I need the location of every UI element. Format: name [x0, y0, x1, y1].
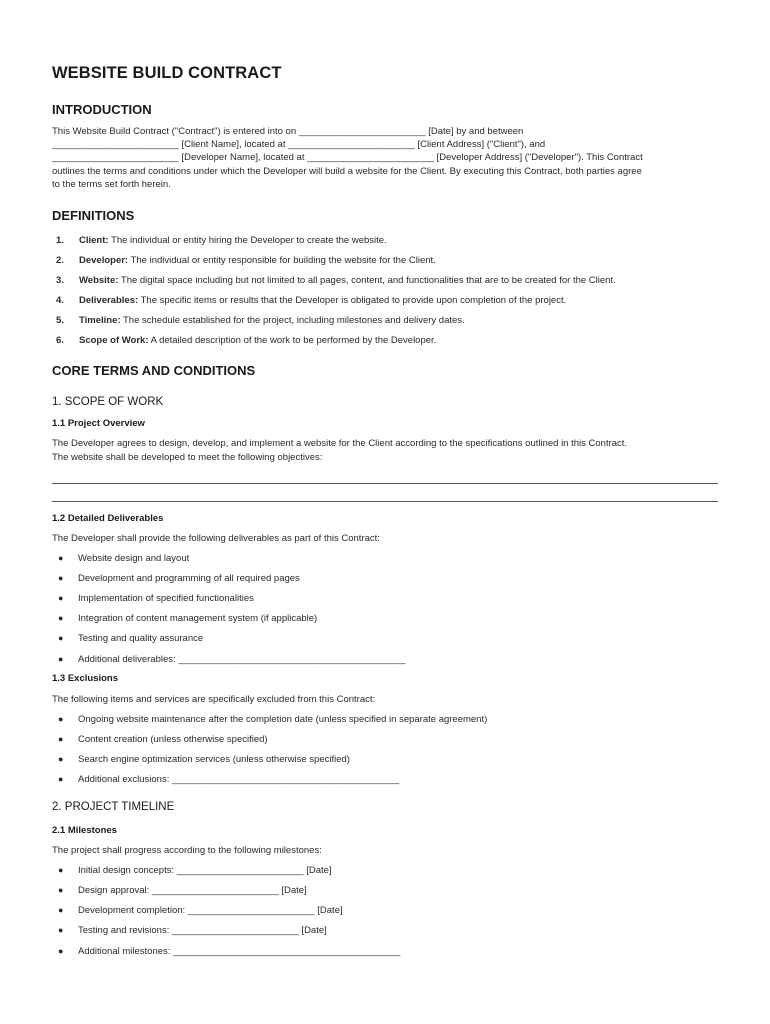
- definition-number: 1.: [56, 235, 64, 246]
- definition-number: 6.: [56, 335, 64, 346]
- bullet-icon: ●: [58, 633, 64, 643]
- exclusion-text: Ongoing website maintenance after the completion date (unless specified in separate agreement): [78, 714, 488, 725]
- definition-number: 3.: [56, 275, 64, 286]
- deliverable-item: [58, 553, 189, 564]
- overview-line-1: The Developer agrees to design, develop, and implement a website for the Client according to the specifications outlined in this Contract.: [52, 438, 628, 449]
- objectives-blank-line: [52, 501, 718, 502]
- exclusion-item: [58, 754, 350, 765]
- definition-number: 2.: [56, 255, 64, 266]
- definition-item-scope: [56, 335, 436, 346]
- project-overview-heading: 1.1 Project Overview: [52, 418, 145, 429]
- intro-line-3: ________________________ [Developer Name], located at ________________________ [Developer Address] ("Developer"). This Contract: [52, 152, 643, 163]
- exclusions-intro: The following items and services are specifically excluded from this Contract:: [52, 694, 376, 705]
- core-terms-heading: CORE TERMS AND CONDITIONS: [52, 363, 256, 378]
- milestone-text: Design approval: ________________________ [Date]: [78, 885, 307, 896]
- scope-of-work-heading: 1. SCOPE OF WORK: [52, 396, 164, 408]
- definition-number: 4.: [56, 295, 64, 306]
- deliverable-text: Website design and layout: [78, 553, 190, 564]
- intro-line-2: ________________________ [Client Name], located at ________________________ [Client Address] ("Client"), and: [52, 139, 546, 150]
- bullet-icon: ●: [58, 885, 64, 895]
- definition-text: The individual or entity responsible for building the website for the Client.: [128, 255, 436, 266]
- exclusions-heading: 1.3 Exclusions: [52, 673, 119, 684]
- deliverable-text: Implementation of specified functionalities: [78, 593, 254, 604]
- definition-item-client: [56, 235, 387, 246]
- bullet-icon: ●: [58, 925, 64, 935]
- bullet-icon: ●: [58, 613, 64, 623]
- definition-item-deliverables: [56, 295, 566, 306]
- definition-text: The schedule established for the project, including milestones and delivery dates.: [120, 315, 465, 326]
- exclusion-item: [58, 714, 487, 725]
- bullet-icon: ●: [58, 553, 64, 563]
- objectives-blank-line: [52, 483, 718, 484]
- deliverable-text: Integration of content management system (if applicable): [78, 613, 318, 624]
- bullet-icon: ●: [58, 905, 64, 915]
- bullet-icon: ●: [58, 714, 64, 724]
- bullet-icon: ●: [58, 593, 64, 603]
- exclusion-text: Search engine optimization services (unless otherwise specified): [78, 754, 350, 765]
- bullet-icon: ●: [58, 754, 64, 764]
- introduction-heading: INTRODUCTION: [52, 102, 152, 117]
- definitions-heading: DEFINITIONS: [52, 208, 135, 223]
- definition-text: The digital space including but not limited to all pages, content, and functionalities that are to be created for the Client.: [118, 275, 616, 286]
- bullet-icon: ●: [58, 774, 64, 784]
- definition-term: Scope of Work:: [79, 335, 149, 346]
- bullet-icon: ●: [58, 865, 64, 875]
- deliverable-text: Development and programming of all required pages: [78, 573, 300, 584]
- exclusion-text: Additional exclusions: ___________________________________________: [78, 774, 400, 785]
- milestone-item: [58, 865, 332, 876]
- milestone-text: Additional milestones: ___________________________________________: [78, 946, 401, 957]
- intro-line-1: This Website Build Contract ("Contract") is entered into on ________________________ [Date] by and between: [52, 126, 524, 137]
- deliverables-intro: The Developer shall provide the following deliverables as part of this Contract:: [52, 533, 380, 544]
- definition-term: Developer:: [79, 255, 129, 266]
- definition-term: Website:: [79, 275, 119, 286]
- definition-term: Client:: [79, 235, 109, 246]
- definition-text: The individual or entity hiring the Developer to create the website.: [108, 235, 387, 246]
- bullet-icon: ●: [58, 573, 64, 583]
- milestones-intro: The project shall progress according to the following milestones:: [52, 845, 322, 856]
- exclusion-item: [58, 774, 399, 785]
- definition-text: A detailed description of the work to be performed by the Developer.: [148, 335, 437, 346]
- overview-line-2: The website shall be developed to meet the following objectives:: [52, 452, 323, 463]
- deliverable-text: Testing and quality assurance: [78, 633, 204, 644]
- deliverable-item: [58, 654, 406, 665]
- definition-item-developer: [56, 255, 436, 266]
- deliverable-item: [58, 613, 317, 624]
- milestone-item: [58, 905, 343, 916]
- intro-line-4: outlines the terms and conditions under which the Developer will build a website for the Client. By executing this Contract, both parties agree: [52, 166, 642, 177]
- definition-term: Timeline:: [79, 315, 121, 326]
- milestone-text: Development completion: ________________________ [Date]: [78, 905, 343, 916]
- milestone-item: [58, 885, 307, 896]
- definition-text: The specific items or results that the Developer is obligated to provide upon completion of the project.: [138, 295, 567, 306]
- bullet-icon: ●: [58, 734, 64, 744]
- project-timeline-heading: 2. PROJECT TIMELINE: [52, 801, 175, 813]
- deliverable-item: [58, 593, 254, 604]
- definition-term: Deliverables:: [79, 295, 139, 306]
- deliverable-text: Additional deliverables: ___________________________________________: [78, 654, 406, 665]
- deliverable-item: [58, 573, 300, 584]
- bullet-icon: ●: [58, 946, 64, 956]
- definition-item-timeline: [56, 315, 465, 326]
- milestone-text: Initial design concepts: ________________________ [Date]: [78, 865, 332, 876]
- milestone-item: [58, 946, 400, 957]
- deliverable-item: [58, 633, 203, 644]
- bullet-icon: ●: [58, 654, 64, 664]
- milestone-text: Testing and revisions: ________________________ [Date]: [78, 925, 327, 936]
- milestones-heading: 2.1 Milestones: [52, 825, 117, 836]
- intro-line-5: to the terms set forth herein.: [52, 179, 171, 190]
- definition-item-website: [56, 275, 616, 286]
- exclusion-item: [58, 734, 268, 745]
- document-title: WEBSITE BUILD CONTRACT: [52, 64, 282, 82]
- exclusion-text: Content creation (unless otherwise specified): [78, 734, 268, 745]
- detailed-deliverables-heading: 1.2 Detailed Deliverables: [52, 513, 164, 524]
- milestone-item: [58, 925, 327, 936]
- definition-number: 5.: [56, 315, 64, 326]
